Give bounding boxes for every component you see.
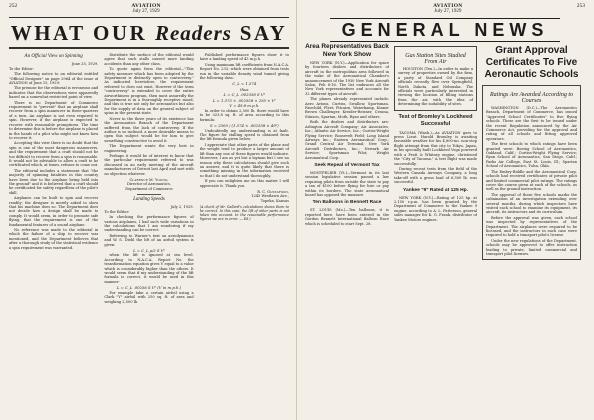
- letter2-body: [104, 215, 193, 247]
- equation-line: L = C_L .002558 S V²: [223, 92, 266, 98]
- left-magazine-name: AVIATION: [131, 3, 161, 9]
- area-reps-body: [305, 61, 389, 160]
- letter1-signer-title: Director of Aeronautics,: [127, 182, 171, 187]
- paragraph: There is no Department of Commerce requirement to "prevent" that an airplane shall recover from a spin maneuver in three-quarters of a turn. An airplane is not even required to spin. However, if the airplane is expected to recover with reasonable promptness. The time to determine this is before the airplane is placed in the hands of a pilot who might not know how to recover it.: [9, 100, 99, 140]
- vermont-tax-headline: Seek Repeal of Vermont Tax: [314, 162, 380, 168]
- right-page: [297, 0, 594, 420]
- general-news-header: [305, 16, 585, 43]
- paragraph: The Embry-Riddle and the Aeronautical Corp. schools had received certificates of private pilot and limited commercial pilot ratings. The ratings cover the course given at each of the schools, as well as the ground instruction.: [486, 169, 577, 192]
- yankee-body: [394, 196, 477, 222]
- letter1-continued: [104, 53, 193, 176]
- letter1-salutation: To the Editor:: [9, 66, 35, 71]
- paragraph: NEW YORK (N.Y.)—Application for space by fourteen dealers and distributors of aircraft in the metropolitan area followed in the wake of the Aeronautical Chamber's announcement of the 1930 New York Aircraft Salon, Feb 8-16. The list embraces all the New York representatives and accounts for 32 different types of aircraft.: [305, 61, 389, 96]
- paragraph: Under the new regulations of the Department, schools may be approved to offer instruction leading to private, limited commercial and transport pilot licenses.: [486, 238, 577, 256]
- gas-station-body: HOUSTON (Tex.)—In order to make a survey of properties owned by the firm, a party of Standard Oil Company officials recently flew over Springfield, North Dakota, and Nebraska. The officials were particularly interested in viewing the location of filling stations from the air, with the idea of determining the suitability of sites.: [398, 67, 473, 107]
- left-columns: [9, 53, 289, 305]
- paragraph: The premise for the editorial is erroneous and indicates that the observations were apparently based on a somewhat restricted point of view.: [9, 86, 99, 100]
- vermont-tax-body: [305, 171, 389, 197]
- paragraph: ST. LOUIS (Mo.)—Ten balloons, it is reported here, have been entered in the Gordon Bennett International Balloon Race which is scheduled to start Sept. 28.: [305, 208, 389, 226]
- paragraph: Using maximum lift coefficients from N.A.C.A. Report No. 233, which were obtained from tests run in the variable density wind tunnel giving the following data:: [199, 62, 289, 81]
- readers-say-banner: [9, 22, 289, 46]
- equation-line: thus: [240, 86, 249, 92]
- paragraph: The following notice to an editorial entitled "Official Designer" on page 2964 of the issue of AVIATION of June 15, 1929:: [9, 72, 99, 86]
- left-page-number: 252: [9, 3, 18, 9]
- paragraph: The planes already represented include: Aero Avions, Curtiss, Swallow, Sportsman, Fairchild, Fleet, Pitcairn, Waterkamp, Kinner Brown Challenger, Kreider-Reisner, Cessna, Stinson, Spartan, Moth, Ryan and others.: [305, 97, 389, 119]
- lift-equation-1: L = C_L ρ/2 S V²: [133, 247, 165, 253]
- paragraph: If you can enlighten me on this matter I will appreciate it. Thank you.: [199, 179, 289, 188]
- paragraph: The approval of these five schools marks the culmination of an investigation extending over several months, during which inspectors have visited each school to examine its equipment, its aircraft, its instructors and its curriculum.: [486, 192, 577, 215]
- paragraph: The editorial includes a statement that "the majority of spinning fatalities in this country have been due to the airplane being held into the ground" and it is believed that a craft should be certificated for safety regardless of the pilot's skill.: [9, 168, 99, 195]
- paragraph: Distribute the surface of the editorial would agree that such stalls caused more landing accidents than any other class.: [104, 53, 194, 66]
- paragraph: For example take a certain airfoil using a Clark "Y" airfoil with 250 sq. ft. of area and weighing 2,500 lb.: [104, 290, 194, 304]
- bennett-race-body: [305, 208, 389, 226]
- letter1-title: An Official View on Spinning: [24, 54, 83, 59]
- grant-certificates-body: [486, 106, 577, 256]
- right-columns: [305, 43, 585, 263]
- paragraph: The Department wants the very best in engineering.: [104, 144, 194, 153]
- gas-station-box: [394, 46, 477, 111]
- right-masthead: [433, 4, 462, 14]
- letter2-date: July 2, 1929.: [170, 205, 194, 210]
- letter2-title: Landing Speeds: [133, 196, 165, 202]
- paragraph: In order to obtain 2,500 lb. there would have to be 323.8 sq. ft. of area according to this formula:: [199, 108, 289, 122]
- right-issue-date: July 27, 1929: [434, 9, 462, 14]
- letter1-date: June 25, 1929.: [71, 62, 99, 67]
- right-magazine-name: AVIATION: [433, 3, 463, 9]
- left-col-3: [200, 53, 289, 305]
- lift-calculation: [200, 81, 289, 109]
- ratings-subhead: Ratings Are Awarded According to Courses: [490, 92, 573, 104]
- letter2-address-1: 1245 Westlawn Ave.,: [251, 194, 289, 199]
- equation-line: C_L = 1.574: [232, 81, 257, 87]
- left-folio: [9, 4, 289, 16]
- paragraph: WASHINGTON (D.C.)—The Aeronautics Branch, Department of Commerce, has issued "Approved School Certificates" to five flying schools. These are the first to be issued under the recent Regulation announced by the Air Commerce Act, providing for the approval and rating of all schools and fitting approved operators.: [486, 106, 577, 141]
- left-issue-date: July 27, 1929: [132, 9, 160, 14]
- divider: [137, 194, 161, 195]
- banner-rule-bottom: [9, 47, 289, 49]
- banner-post: SAY: [239, 21, 288, 45]
- right-page-number: 253: [576, 3, 585, 9]
- equation-line: L = 1.575 × .002558 × 250 × V²: [212, 97, 276, 103]
- paragraph: Referring to Warner's text on aerodynamics and W. S. Diehl the lift of an airfoil system is given:: [104, 233, 194, 247]
- paragraph: Perhaps it would be of interest to know that the particular requirement referred to was discussed in an early meeting of the aircraft manufacturers of Detroit last April and met with no objection whatever.: [104, 153, 194, 176]
- right-col-1: [305, 43, 389, 263]
- letter2-continued-3: [200, 129, 289, 188]
- bromley-body: [394, 131, 477, 185]
- right-col-3: [482, 43, 581, 263]
- paragraph: when the lift is ignored at sea level. According to N.A.C.A. Report No. the transformation equation gives V equal to a value which is considerably higher than the others. It would seem that if my understanding of the lift formula is correct, it would be used in this manner:: [104, 253, 194, 284]
- left-col-1: [9, 53, 98, 305]
- letter2-signature: [200, 190, 289, 203]
- bromley-headline: Test of Bromley's Lockheed Successful: [398, 113, 473, 127]
- general-news-title: GENERAL NEWS: [330, 18, 561, 42]
- paragraph: I appreciate that other parts of the plane and the weight tend to produce a larger amount of lift than any one of these figures would indicate. Moreover, I am as yet but a layman but I see no reason why these calculations should give such an answer, and it is quite likely that there is something missing in the information received so that I do not understand thoroughly.: [199, 142, 289, 178]
- paragraph: NEW YORK (N.Y.)—Rating of 125 hp. at 2,150 r.p.m. has been granted by the Department of Commerce to the Yankee 9 engine, according to A. L. Patterson, general sales manager for K. G. Frank, distributor of Yankee Motors engines.: [394, 195, 477, 222]
- gas-station-headline: Gas Station Sites Studied From Air: [405, 53, 466, 65]
- letter2-address-2: Topeka, Kansas: [260, 198, 289, 203]
- right-folio: [305, 4, 585, 16]
- left-masthead: [131, 4, 160, 14]
- grant-certificates-headline: Grant Approval Certificates To Five Aeronautic Schools: [484, 45, 579, 80]
- paragraph: Published performance figures show it to have a landing speed of 43 m.p.h.: [199, 53, 289, 62]
- paragraph: Both the dealers and distributors are: Arlington Aircraft Company; Air Associates, Inc.; Atlantic Air Service, Inc.; Curtiss-Wright Flying Service; Roosevelt Field; Long Island Airways Inc.; Eastern Aeronautical Corp.; Grand Central Air Terminal; New York Aircraft Distributors, Inc.; Newark Air Service; Sportsman Pilot; Wright Aeronautical Corp.: [305, 120, 389, 160]
- area-reps-headline: Area Representatives Back New York Show: [305, 43, 389, 58]
- lift-equation-2: L = C_L .00256 S V² (V in m.p.h.): [116, 285, 182, 291]
- letter1-signature: [104, 178, 193, 191]
- paragraph: During recent tests from the field of the Western Canada Airways Company, a long take-off with a gross load of 6,500 lb. was successful.: [394, 166, 477, 185]
- letter1-body: [9, 72, 98, 250]
- letter2-salutation: To the Editor:: [104, 209, 130, 214]
- ratings-box: [482, 85, 581, 260]
- letter2-continued-2: [200, 109, 289, 122]
- letter1-signer-org: Department of Commerce: [125, 186, 173, 191]
- area-equation: S = 2500 / (1.574 × .002558 × 49²): [210, 123, 279, 129]
- letter1-signer: Clarence M. Young,: [129, 177, 169, 182]
- paragraph: Airplanes can be built to spin and recover readily; the designer is merely asked to show that his machine does so. The Department does not decide how a design shall be made to comply. It would seem, in order to promote safe flying, that the requirement is one of the fundamental features of a sound airplane.: [9, 196, 99, 227]
- paragraph: TACOMA (Wash.)—As AVIATION goes to press Lieut. Harold Bromley is awaiting favorable weather for his 4,800-mi. non-stop flight attempt from this city to Tokyo, Japan, in his specially built Lockheed Vega powered with a Pratt & Whitney engine, christened the "City of Tacoma." A test flight was made successfully.: [394, 130, 477, 166]
- paragraph: No reference was made to the editorial in which the failure of a ship to recover was mentioned, and the Department believes that after a thorough study of the statistical evidence a spin requirement was warranted.: [9, 228, 99, 250]
- paragraph: MONTPELIER (Vt.)—Vermont in its last session legislative session passed a law requiring pilots from outside the state to pay a tax of $100 before flying for hire or pay within its borders. The state aeronautical board has opposed the measure.: [305, 170, 389, 197]
- letter2-body-2: [104, 253, 193, 284]
- equation-line: V = 49.8 m.p.h.: [229, 103, 260, 109]
- paragraph: In checking the performance figures of various airplanes, I had such wide variations in the calculations that I am wondering if my understanding can be correct.: [104, 215, 194, 233]
- paragraph: Before the approval was given, each school was inspected by representatives of the Department. The airplanes were required to be licensed, and the instructors in each case were required to hold a transport pilot's license.: [486, 215, 577, 238]
- paragraph: Accepting this view there is no doubt that the spin is one of the most dangerous maneuvers, and the requirement that a craft should not be too difficult to recover from a spin is reasonable. It would not be advisable to allow a craft to be certificated which, at times, refuses to come out.: [9, 141, 99, 168]
- left-col-2: [104, 53, 193, 305]
- bennett-race-headline: Ten Balloons in Bennett Race: [312, 200, 382, 206]
- paragraph: To quote again from the editorial—"This safety measure which has been adopted by the Department is distinctly open to controversy." As indicated heretofore, the requirement referred to does not exist. However if the term "controversy" is extended to cover the entire airworthiness program, then most assuredly the Department is in a thoroughly receptive mood, and this is true not only for aeronautics but also for the supply of data on the general subject of spins in the present state.: [104, 67, 194, 116]
- yankee-headline: Yankee "9" Rated at 125 Hp.: [403, 187, 468, 193]
- paragraph: Never in the three years of its existence has the Aeronautics Branch of the Department suffered from the lack of controversy. If the author is so inclined, a more desirable means to open this subject would be for him to give something constructive to avoid it.: [104, 116, 194, 143]
- paragraph: The first schools to which ratings have been granted were: Boeing School of Aeronautics, Oakland, Calif.; Curtiss-Wright Flying Service; Ryan School of Aeronautics, San Diego, Calif.; Parks Air College, East St. Louis, Ill.; Spartan School of Aeronautics, Tulsa, Okla.: [486, 142, 577, 169]
- editor-note: (A check of Mr. Gallard's calculations shows them to be correct. In this case, the lift of other parts is not taken into account. In the reasonable performance figures we are in error. — Ed.): [199, 205, 289, 222]
- letter2-continued: [200, 53, 289, 80]
- right-col-2: [394, 43, 477, 263]
- letter2-signer: R. C. Gustafson,: [257, 189, 289, 194]
- banner-readers: Readers: [154, 21, 232, 45]
- letter2-body-3: [104, 291, 193, 304]
- banner-rule-top: [9, 17, 289, 18]
- banner-pre: WHAT OUR: [10, 21, 148, 45]
- paragraph: Undoubtedly my understanding is at fault. The figure for stalling speed is obtained from the lift formula given below.: [199, 128, 289, 142]
